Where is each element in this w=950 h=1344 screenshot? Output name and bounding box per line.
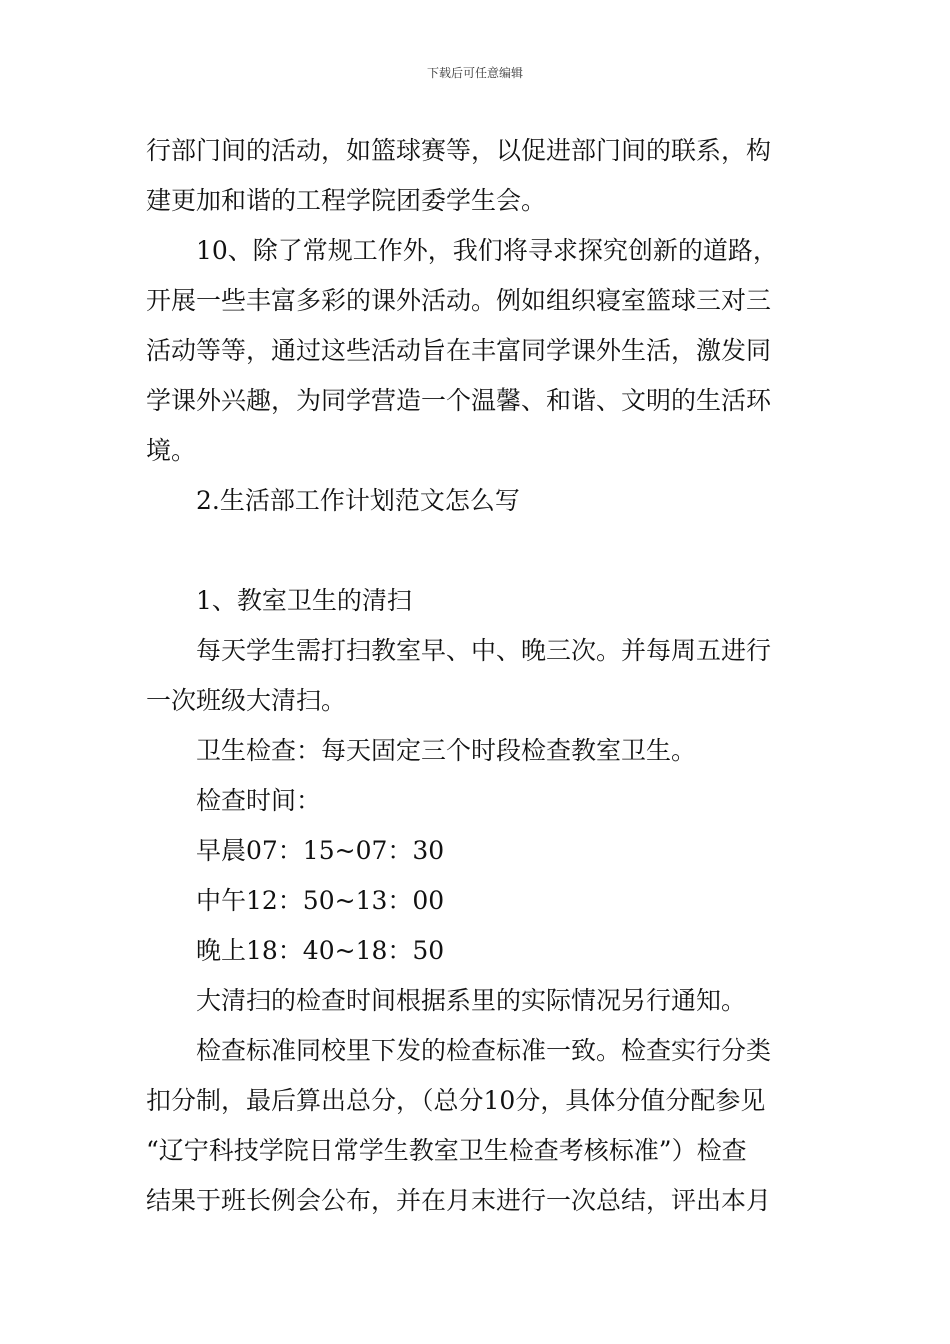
text-line: 建更加和谐的工程学院团委学生会。 [146,186,547,215]
text-line: 结果于班长例会公布，并在月末进行一次总结，评出本月 [146,1186,772,1215]
text-line: 活动等等，通过这些活动旨在丰富同学课外生活，激发同 [146,336,772,365]
text-line: 开展一些丰富多彩的课外活动。例如组织寝室篮球三对三 [146,286,772,315]
schedule-line: 中午12：50~13：00 [196,886,445,915]
text-line: 10、除了常规工作外，我们将寻求探究创新的道路， [196,236,778,265]
page-header: 下载后可任意编辑 [426,66,523,80]
subheading: 1、教室卫生的清扫 [196,586,412,615]
text-line: 大清扫的检查时间根据系里的实际情况另行通知。 [196,986,747,1015]
section-heading: 2.生活部工作计划范文怎么写 [196,486,520,515]
document-body [146,126,808,1226]
blank-line [146,526,808,576]
text-line: 一次班级大清扫。 [146,686,347,715]
text-line: 卫生检查：每天固定三个时段检查教室卫生。 [196,736,697,765]
text-line: 检查标准同校里下发的检查标准一致。检查实行分类 [196,1036,772,1065]
text-line: 行部门间的活动，如篮球赛等，以促进部门间的联系，构 [146,136,772,165]
schedule-line: 早晨07：15~07：30 [196,836,445,865]
text-line: 检查时间： [196,786,322,815]
text-line: 境。 [146,436,197,465]
text-line: 每天学生需打扫教室早、中、晚三次。并每周五进行 [196,636,772,665]
schedule-line: 晚上18：40~18：50 [196,936,445,965]
text-line: 扣分制，最后算出总分，（总分10分，具体分值分配参见 [146,1086,766,1115]
text-line: “辽宁科技学院日常学生教室卫生检查考核标准”）检查 [146,1136,747,1165]
text-line: 学课外兴趣，为同学营造一个温馨、和谐、文明的生活环 [146,386,772,415]
